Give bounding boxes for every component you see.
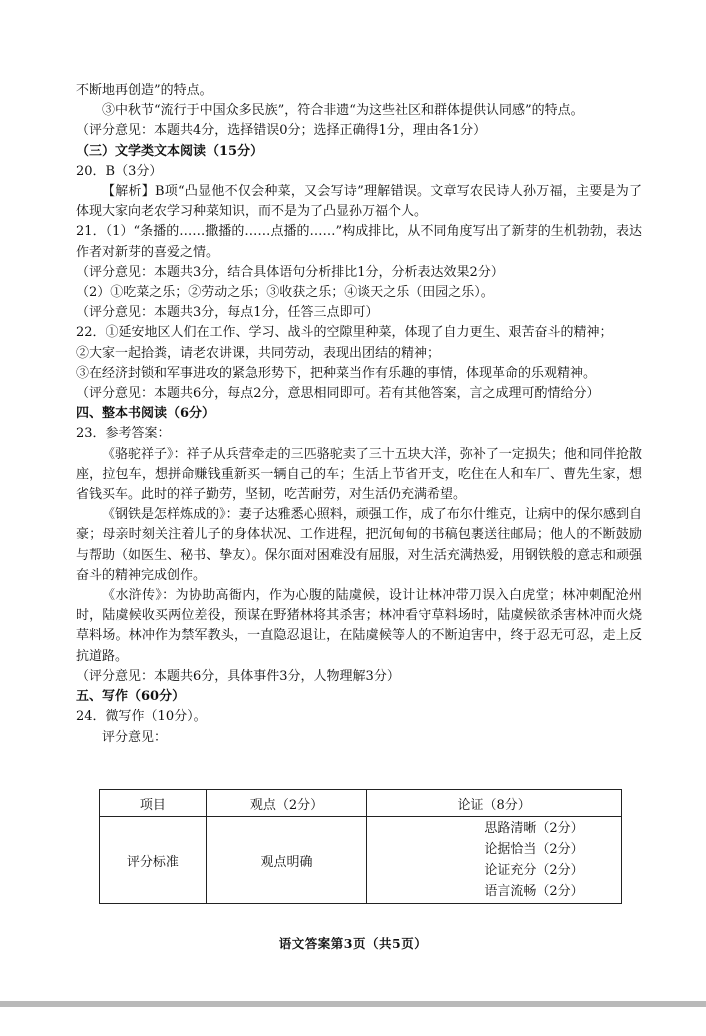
viewpoint-cell: 观点明确 [206,817,367,904]
answer-paragraph: 《骆驼祥子》：祥子从兵营牵走的三匹骆驼卖了三十五块大洋，弥补了一定损失；他和同伴抢散座，拉包车，想拼命赚钱重新买一辆自己的车；生活上节省开支，吃住在人和车厂、曹先生家，想省钱买车。此时的祥子勤劳，坚韧，吃苦耐劳，对生活仍充满希望。 [76,446,642,503]
row-label: 评分标准 [100,817,207,904]
section-heading: 四、整本书阅读（6分） [76,406,216,422]
scoring-table [99,789,622,904]
scoring-note: （评分意见：本题共3分，每点1分，任答三点即可） [76,305,379,321]
page-footer: 语文答案第3页（共5页） [278,936,428,951]
scoring-note: （评分意见：本题共4分，选择错误0分；选择正确得1分，理由各1分） [76,123,487,139]
table-header-viewpoint: 观点（2分） [206,790,367,817]
answer-paragraph: 《水浒传》：为协助高衙内，作为心腹的陆虞候，设计让林冲带刀误入白虎堂；林冲刺配沧州时，陆虞候收买两位差役，预谋在野猪林将其杀害；林冲看守草料场时，陆虞候欲杀害林冲而火烧草料场。林冲作为禁军教头，一直隐忍退让，在陆虞候等人的不断迫害中，终于忍无可忍，走上反抗道路。 [76,588,642,664]
answer-line: ③在经济封锁和军事进攻的紧急形势下，把种菜当作有乐趣的事情，体现革命的乐观精神。 [76,365,597,381]
answer-line: ②大家一起拾粪，请老农讲课，共同劳动，表现出团结的精神； [76,345,441,361]
table-header-item: 项目 [100,790,207,817]
table-row [100,817,622,904]
scoring-note: （评分意见：本题共3分，结合具体语句分析排比1分，分析表达效果2分） [76,264,504,280]
bottom-divider [0,1001,706,1007]
criterion: 思路清晰（2分） [484,821,584,836]
criterion: 论据恰当（2分） [484,842,584,857]
answer-line: （2）①吃菜之乐；②劳动之乐；③收获之乐；④谈天之乐（田园之乐）。 [76,285,494,301]
scoring-note: （评分意见：本题共6分，具体事件3分，人物理解3分） [76,668,400,684]
answer-paragraph: 《钢铁是怎样炼成的》：妻子达雅悉心照料，顽强工作，成了布尔什维克，让病中的保尔感到自豪；母亲时刻关注着儿子的身体状况、工作进程，把沉甸甸的书稿包裹送往邮局；他人的不断鼓励与帮助（如医生、秘书、挚友）。保尔面对困难没有屈服，对生活充满热爱，用钢铁般的意志和顽强奋斗的精神完成创作。 [76,507,642,583]
answer-line: 23．参考答案： [76,426,171,442]
scoring-note: （评分意见：本题共6分，每点2分，意思相同即可。若有其他答案，言之成理可酌情给分） [76,386,600,402]
table-header-argument: 论证（8分） [367,790,622,817]
answer-paragraph: 21．（1）“条播的……撒播的……点播的……”构成排比，从不同角度写出了新芽的生机勃勃，表达作者对新芽的喜爱之情。 [76,224,642,260]
section-heading: （三）文学类文本阅读（15分） [76,143,264,159]
criterion: 语言流畅（2分） [484,884,584,899]
text-line: 不断地再创造”的特点。 [76,83,213,98]
table-header-row [100,790,622,817]
section-heading: 五、写作（60分） [76,689,186,705]
text-line: ③中秋节“流行于中国众多民族”，符合非遗“为这些社区和群体提供认同感”的特点。 [102,103,584,119]
answer-line: 20．B（3分） [76,163,163,179]
answer-line: 评分意见： [102,729,168,745]
answer-content [76,81,642,748]
analysis-paragraph: 【解析】B项“凸显他不仅会种菜，又会写诗”理解错误。文章写农民诗人孙万福，主要是为了体现大家向老农学习种菜知识，而不是为了凸显孙万福个人。 [76,184,642,220]
answer-line: 22．①延安地区人们在工作、学习、战斗的空隙里种菜，体现了自力更生、艰苦奋斗的精神； [76,325,613,341]
answer-line: 24．微写作（10分）。 [76,709,207,725]
criterion: 论证充分（2分） [484,863,584,878]
criteria-cell [367,817,622,904]
